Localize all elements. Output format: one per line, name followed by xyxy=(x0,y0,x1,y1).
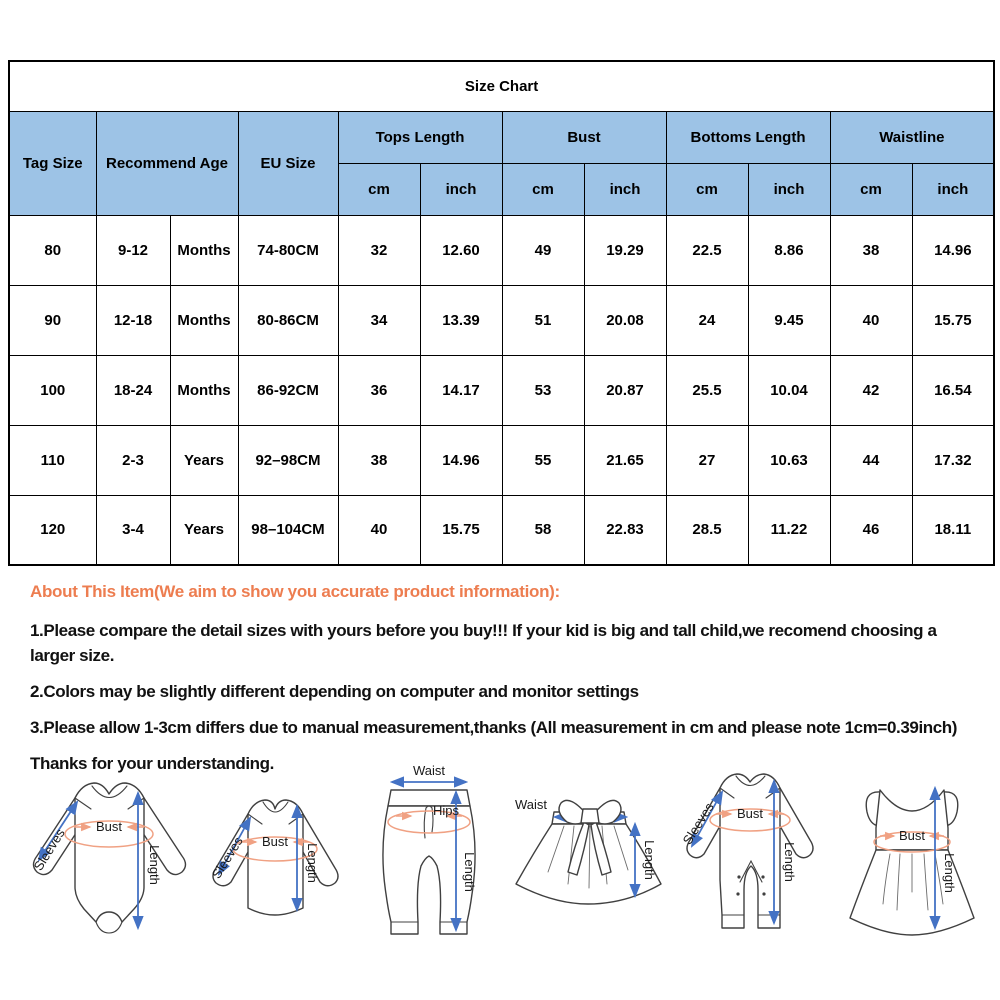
table-cell: Months xyxy=(170,215,238,285)
table-cell: 16.54 xyxy=(912,355,994,425)
bust-label: Bust xyxy=(261,834,289,849)
table-cell: 110 xyxy=(9,425,96,495)
table-cell: 15.75 xyxy=(912,285,994,355)
table-cell: 18-24 xyxy=(96,355,170,425)
waist-label: Waist xyxy=(514,797,548,812)
header-recommend-age: Recommend Age xyxy=(96,111,238,215)
table-cell: 98–104CM xyxy=(238,495,338,565)
table-cell: 27 xyxy=(666,425,748,495)
table-cell: 22.83 xyxy=(584,495,666,565)
table-row xyxy=(9,495,994,565)
note-item: 3.Please allow 1-3cm differs due to manual measurement,thanks (All measurement in cm and please note 1cm=0.39inch) xyxy=(30,718,958,737)
table-cell: 13.39 xyxy=(420,285,502,355)
header-unit-inch: inch xyxy=(912,163,994,215)
dress-diagram xyxy=(840,770,985,942)
table-cell: Years xyxy=(170,495,238,565)
header-waistline: Waistline xyxy=(830,111,994,163)
table-cell: 19.29 xyxy=(584,215,666,285)
table-cell: 14.17 xyxy=(420,355,502,425)
table-cell: 92–98CM xyxy=(238,425,338,495)
table-row xyxy=(9,355,994,425)
table-cell: 74-80CM xyxy=(238,215,338,285)
about-heading: About This Item(We aim to show you accurate product information): xyxy=(30,582,560,601)
waist-label: Waist xyxy=(412,764,446,778)
header-unit-cm: cm xyxy=(338,163,420,215)
table-cell: 10.63 xyxy=(748,425,830,495)
table-cell: Months xyxy=(170,285,238,355)
table-cell: 28.5 xyxy=(666,495,748,565)
table-cell: 20.08 xyxy=(584,285,666,355)
table-title: Size Chart xyxy=(9,61,994,111)
table-cell: 10.04 xyxy=(748,355,830,425)
table-cell: 120 xyxy=(9,495,96,565)
header-unit-inch: inch xyxy=(420,163,502,215)
table-cell: 46 xyxy=(830,495,912,565)
header-unit-inch: inch xyxy=(584,163,666,215)
header-tops-length: Tops Length xyxy=(338,111,502,163)
length-label: Length xyxy=(782,842,797,882)
length-label: Length xyxy=(147,845,162,885)
table-cell: 11.22 xyxy=(748,495,830,565)
table-cell: 58 xyxy=(502,495,584,565)
table-cell: 51 xyxy=(502,285,584,355)
table-cell: 80 xyxy=(9,215,96,285)
romper-diagram xyxy=(676,760,826,955)
shirt-diagram xyxy=(198,786,353,924)
length-label: Length xyxy=(942,853,957,893)
table-cell: 22.5 xyxy=(666,215,748,285)
table-cell: 55 xyxy=(502,425,584,495)
header-unit-cm: cm xyxy=(502,163,584,215)
bust-label: Bust xyxy=(95,819,123,834)
about-section xyxy=(30,582,978,787)
table-cell: 9.45 xyxy=(748,285,830,355)
table-cell: 8.86 xyxy=(748,215,830,285)
table-cell: 12.60 xyxy=(420,215,502,285)
table-cell: Years xyxy=(170,425,238,495)
table-cell: 49 xyxy=(502,215,584,285)
table-cell: 38 xyxy=(830,215,912,285)
table-cell: 25.5 xyxy=(666,355,748,425)
header-unit-cm: cm xyxy=(830,163,912,215)
table-cell: 53 xyxy=(502,355,584,425)
note-item: Thanks for your understanding. xyxy=(30,754,274,773)
table-cell: 38 xyxy=(338,425,420,495)
table-cell: 9-12 xyxy=(96,215,170,285)
header-unit-inch: inch xyxy=(748,163,830,215)
note-item: 2.Colors may be slightly different depending on computer and monitor settings xyxy=(30,682,639,701)
header-tag-size: Tag Size xyxy=(9,111,96,215)
bodysuit-diagram xyxy=(22,772,197,947)
bust-label: Bust xyxy=(898,828,926,843)
table-cell: 34 xyxy=(338,285,420,355)
table-cell: 80-86CM xyxy=(238,285,338,355)
table-cell: 21.65 xyxy=(584,425,666,495)
table-cell: 20.87 xyxy=(584,355,666,425)
table-cell: 36 xyxy=(338,355,420,425)
table-cell: 86-92CM xyxy=(238,355,338,425)
bust-label: Bust xyxy=(736,806,764,821)
sleeves-label: Sleeves xyxy=(30,826,68,874)
sleeves-label: Sleeves xyxy=(208,834,246,882)
skirt-diagram xyxy=(504,792,669,912)
size-chart-table xyxy=(8,60,995,566)
table-row xyxy=(9,215,994,285)
pants-diagram xyxy=(374,764,484,944)
header-bottoms-length: Bottoms Length xyxy=(666,111,830,163)
note-item: 1.Please compare the detail sizes with yours before you buy!!! If your kid is big and tall child,we recomend choosing a larger size. xyxy=(30,621,937,665)
table-cell: 24 xyxy=(666,285,748,355)
length-label: Length xyxy=(642,840,657,880)
header-unit-cm: cm xyxy=(666,163,748,215)
table-cell: 100 xyxy=(9,355,96,425)
table-cell: 18.11 xyxy=(912,495,994,565)
table-cell: 14.96 xyxy=(420,425,502,495)
table-cell: 40 xyxy=(830,285,912,355)
table-cell: 44 xyxy=(830,425,912,495)
table-cell: 17.32 xyxy=(912,425,994,495)
sleeves-label: Sleeves xyxy=(679,800,717,848)
table-cell: 15.75 xyxy=(420,495,502,565)
table-cell: 12-18 xyxy=(96,285,170,355)
table-cell: 2-3 xyxy=(96,425,170,495)
length-label: Length xyxy=(305,843,320,883)
table-cell: 14.96 xyxy=(912,215,994,285)
table-row xyxy=(9,425,994,495)
header-eu-size: EU Size xyxy=(238,111,338,215)
skirt-outline xyxy=(516,800,661,904)
table-cell: 3-4 xyxy=(96,495,170,565)
table-cell: 90 xyxy=(9,285,96,355)
table-cell: 40 xyxy=(338,495,420,565)
table-cell: 32 xyxy=(338,215,420,285)
table-cell: 42 xyxy=(830,355,912,425)
header-bust: Bust xyxy=(502,111,666,163)
hips-label: Hips xyxy=(432,803,460,818)
length-label: Length xyxy=(462,852,477,892)
table-cell: Months xyxy=(170,355,238,425)
table-row xyxy=(9,285,994,355)
